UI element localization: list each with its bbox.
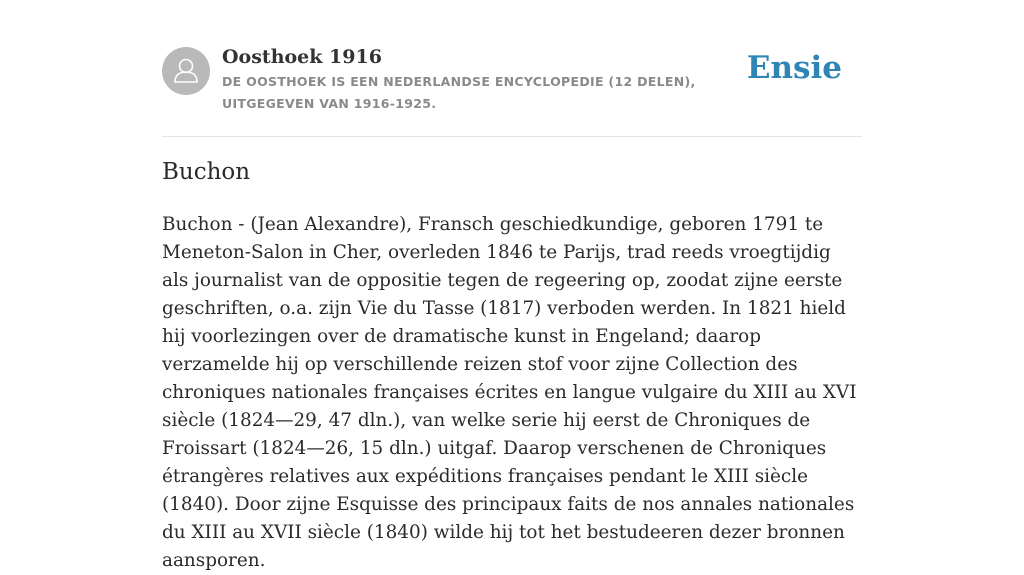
entry-body: Buchon - (Jean Alexandre), Fransch geschiedkundige, geboren 1791 te Meneton-Salon in Cher, overleden 1846 te Parijs, trad reeds vroegtijdig als journalist van de oppositie tegen de regeering op, zoodat zijne eerste geschriften, o.a. zijn Vie du Tasse (1817) verboden werden. In 1821 hield hij voorlezingen over de dramatische kunst in Engeland; daarop verzamelde hij op verschillende reizen stof voor zijne Collection des chroniques nationales françaises écrites en langue vulgaire du XIII au XVI siècle (1824—29, 47 dln.), van welke serie hij eerst de Chroniques de Froissart (1824—26, 15 dln.) uitgaf. Daarop verschenen de Chroniques étrangères relatives aux expéditions françaises pendant le XIII siècle (1840). Door zijne Esquisse des principaux faits de nos annales nationales du XIII au XVII siècle (1840) wilde hij tot het bestudeeren dezer bronnen aansporen. [162,214,857,571]
entry-title: Buchon [162,159,251,185]
source-header [162,0,862,137]
page-container [162,0,862,571]
brand-logo[interactable]: Ensie [746,50,842,86]
source-description: DE OOSTHOEK IS EEN NEDERLANDSE ENCYCLOPEDIE (12 DELEN), UITGEGEVEN VAN 1916-1925. [222,74,696,111]
avatar[interactable] [162,47,210,95]
user-icon [162,47,210,95]
source-title[interactable]: Oosthoek 1916 [222,46,382,68]
